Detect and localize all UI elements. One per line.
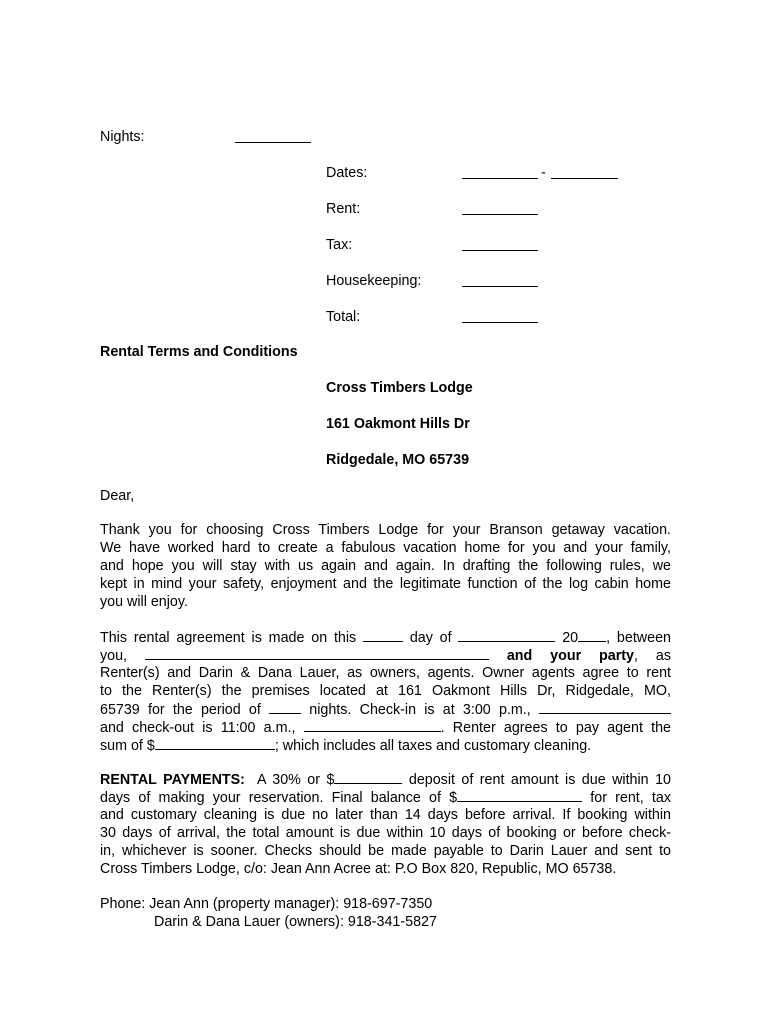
lodge-city: Ridgedale, MO 65739 — [326, 452, 470, 468]
agreement-text: sum of $ — [100, 738, 155, 754]
agreement-text: nights. Check-in is at 3:00 p.m., — [309, 702, 531, 718]
payments-label: RENTAL PAYMENTS: — [100, 772, 245, 788]
agreement-text: and check-out is 11:00 a.m., — [100, 720, 296, 736]
agreement-paragraph — [100, 628, 671, 754]
intro-line: and hope you will stay with us again and again. In drafting the following rules, we — [100, 558, 671, 574]
dates-separator: - — [541, 165, 546, 181]
payments-paragraph — [100, 770, 671, 878]
payments-lead: RENTAL PAYMENTS: A 30% or $ — [100, 772, 402, 788]
intro-paragraph — [100, 521, 671, 611]
deposit-blank[interactable] — [334, 770, 402, 784]
agreement-line: Renter(s) and Darin & Dana Lauer, as owners, agents. Owner agents agree to rent — [100, 665, 671, 681]
agreement-month-blank[interactable] — [458, 628, 555, 642]
dates-label: Dates: — [326, 165, 368, 181]
rent-label: Rent: — [326, 201, 361, 217]
payments-line: and customary cleaning is due no later than 14 days before arrival. If booking within — [100, 807, 671, 823]
section-heading: Rental Terms and Conditions — [100, 344, 298, 360]
agreement-line — [100, 718, 671, 736]
agreement-text: day of — [409, 630, 452, 646]
agreement-line: to the Renter(s) the premises located at 161 Oakmont Hills Dr, Ridgedale, MO, — [100, 683, 671, 699]
agreement-line — [100, 628, 671, 646]
nights-blank[interactable] — [235, 142, 311, 143]
intro-line: We have worked hard to create a fabulous vacation home for you and your family, — [100, 540, 671, 556]
payments-line — [100, 788, 671, 806]
payments-line: 30 days of arrival, the total amount is due within 10 days of booking or before check- — [100, 825, 671, 841]
rent-blank[interactable] — [462, 214, 538, 215]
housekeeping-blank[interactable] — [462, 286, 538, 287]
final-balance-blank[interactable] — [457, 788, 582, 802]
total-label: Total: — [326, 309, 361, 325]
sum-blank[interactable] — [155, 736, 275, 750]
agreement-line — [100, 646, 671, 664]
dates-start-blank[interactable] — [462, 178, 538, 179]
agreement-text: you, — [100, 648, 128, 664]
lodge-name: Cross Timbers Lodge — [326, 380, 473, 396]
intro-line: you will enjoy. — [100, 594, 188, 610]
checkout-date-blank[interactable] — [304, 718, 441, 732]
tax-label: Tax: — [326, 237, 353, 253]
nights-count-blank[interactable] — [269, 700, 301, 714]
agreement-year: 20 , between — [562, 630, 671, 646]
agreement-day-blank[interactable] — [363, 628, 403, 642]
agreement-party: and your party, as — [506, 648, 671, 664]
payments-text: deposit of rent amount is due within 10 — [408, 772, 671, 788]
agreement-year-blank[interactable] — [578, 628, 606, 642]
agreement-line — [100, 700, 671, 718]
salutation: Dear, — [100, 488, 135, 504]
payments-line — [100, 770, 671, 788]
payments-line: in, whichever is sooner. Checks should be made payable to Darin Lauer and sent to — [100, 843, 671, 859]
lodge-street: 161 Oakmont Hills Dr — [326, 416, 470, 432]
nights-label: Nights: — [100, 129, 145, 145]
payments-line: Cross Timbers Lodge, c/o: Jean Ann Acree at: P.O Box 820, Republic, MO 65738. — [100, 861, 617, 877]
phone-owners: Darin & Dana Lauer (owners): 918-341-5827 — [154, 914, 437, 930]
agreement-text: ; which includes all taxes and customary cleaning. — [274, 738, 592, 754]
agreement-text: . Renter agrees to pay agent the — [440, 720, 671, 736]
agreement-line — [100, 736, 671, 754]
total-blank[interactable] — [462, 322, 538, 323]
dates-end-blank[interactable] — [551, 178, 618, 179]
intro-line: Thank you for choosing Cross Timbers Lodge for your Branson getaway vacation. — [100, 522, 671, 538]
agreement-text: This rental agreement is made on this — [100, 630, 357, 646]
tax-blank[interactable] — [462, 250, 538, 251]
agreement-text: 65739 for the period of — [100, 702, 261, 718]
intro-line: kept in mind your safety, enjoyment and the legitimate function of the log cabin home — [100, 576, 671, 592]
checkin-date-blank[interactable] — [539, 700, 671, 714]
housekeeping-label: Housekeeping: — [326, 273, 422, 289]
renter-name-blank[interactable] — [145, 646, 489, 660]
payments-text: days of making your reservation. Final balance of $ — [100, 790, 582, 806]
phone-manager: Phone: Jean Ann (property manager): 918-697-7350 — [100, 896, 433, 912]
payments-text: for rent, tax — [590, 790, 671, 806]
